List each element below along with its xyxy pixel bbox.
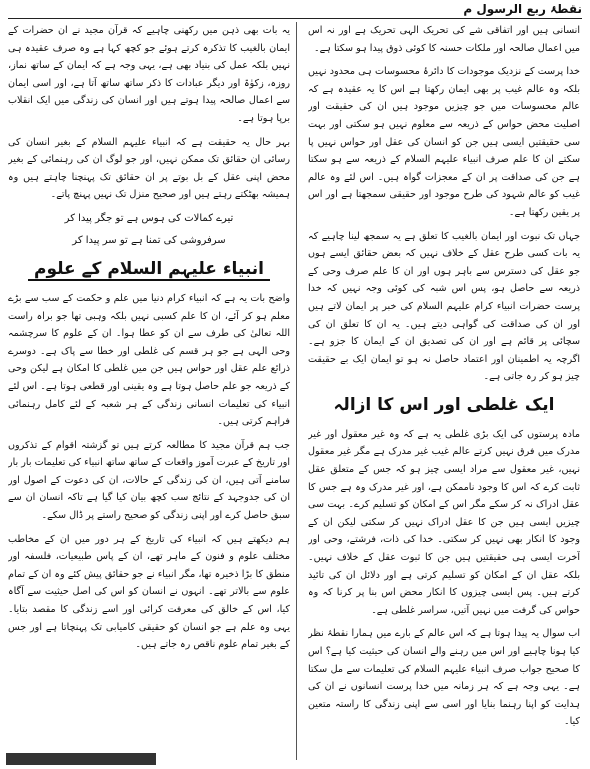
header-rule bbox=[8, 18, 582, 19]
paragraph: جہاں تک نبوت اور ایمان بالغیب کا تعلق ہے یہ سمجھ لینا چاہیے کہ یہ بات کسی طرح عقل کے خلاف نہیں کہ بعض حقائق ایسے ہوں جو عقل کی دسترس سے باہر ہوں اور ان کا علم صرف وحی کے ذریعہ سے حاصل ہو، پس اس شبہ کی کوئی وجہ نہیں کہ خدا پرست حضرات انبیاء کرام علیہم السلام کی خبر پر ایمان لاتے ہیں اور ان کی صداقت کی گواہی دیتے ہیں۔ یہ ان کا تعلق ان کی سچائی پر قائم ہے اور ان کی تصدیق ان کے ایمان کا جزو ہے۔ اگرچہ یہ اطمینان اور اعتماد حاصل نہ ہو تو ایمان ایک بے حقیقت چیز ہو کر رہ جاتی ہے۔ bbox=[308, 230, 580, 383]
paragraph: یہ بات بھی ذہن میں رکھنی چاہیے کہ قرآن مجید نے ان حضرات کے ایمان بالغیب کا تذکرہ کرتے ہوئے جو کچھ کہا ہے وہ صرف عقیدہ ہی نہیں بلکہ عمل کی بنیاد بھی ہے، یہی وجہ ہے کہ ایمان کے ساتھ نماز، روزہ، زکوٰۃ اور دیگر عبادات کا ذکر ساتھ ساتھ آتا ہے، اور اسی ایمان سے اعمال صالحہ پیدا ہوتے ہیں اور انسان کی زندگی میں ایک انقلاب برپا ہوتا ہے۔ bbox=[8, 25, 290, 124]
paragraph: اب سوال یہ پیدا ہوتا ہے کہ اس عالم کے بارے میں ہمارا نقطۂ نظر کیا ہونا چاہیے اور اس میں رہنے والے انسان کی حیثیت کیا ہے؟ اس کا صحیح جواب صرف انبیاء علیہم السلام کی تعلیمات سے مل سکتا ہے۔ یہی وجہ ہے کہ ہر زمانہ میں خدا پرست انسانوں نے ان کی ہدایت کو اپنا رہنما بنایا اور اسی سے اپنی زندگی کا راستہ متعین کیا۔ bbox=[308, 628, 580, 728]
section-heading-text: انبیاء علیہم السلام کے علوم bbox=[28, 259, 270, 281]
verse-line: سرفروشی کی تمنا ہے تو سر پیدا کر bbox=[72, 234, 226, 246]
paragraph: مادہ پرستوں کی ایک بڑی غلطی یہ ہے کہ وہ غیر معقول اور غیر مدرک میں فرق نہیں کرتے عالم غیب غیر مدرک ہے مگر غیر معقول نہیں، غیر معقول سے مراد ایسی چیز ہو کہ جس کے متعلق عقل ثابت کرے کہ اس کا وجود ناممکن ہے، اور غیر مدرک وہ ہے جس کا عقل ادراک نہ کر سکے مگر اس کے امکان کو تسلیم کرے۔ بہت سی چیزیں ایسی ہیں جن کا عقل ادراک نہیں کر سکتی لیکن ان کے وجود کا انکار بھی نہیں کر سکتی۔ خدا کی ذات، فرشتے، وحی اور آخرت ایسی ہی حقیقتیں ہیں جن کا ثبوت عقل کے خلاف نہیں۔ بلکہ عقل ان کے امکان کو تسلیم کرتی ہے اور دلائل ان کی تائید کرتے ہیں۔ پس ایسی چیزوں کا انکار محض اس بنا پر کرنا کہ وہ حواس کی گرفت میں نہیں آتیں، سراسر غلطی ہے۔ bbox=[308, 428, 580, 616]
paragraph: خدا پرست کے نزدیک موجودات کا دائرۂ محسوسات ہی محدود نہیں بلکہ وہ عالم غیب پر بھی ایمان رکھتا ہے اس کا یہ عقیدہ ہے کہ عالم محسوسات میں جو چیزیں موجود ہیں ان کی حقیقت اور اصلیت محض حواس کے ذریعہ سے معلوم نہیں ہو سکتی اور بہت سی حقیقتیں ایسی ہیں جن کو انسان کی عقل اور حواس نہیں پا سکتے ان کا علم صرف انبیاء علیہم السلام کے ذریعہ سے ہو سکتا ہے جن کی صداقت پر ان کے معجزات گواہ ہیں۔ اس لئے وہ عالم غیب کو عالم شہود کی طرح موجود اور حقیقی سمجھتا ہے اور اس پر یقین رکھتا ہے۔ bbox=[308, 66, 580, 218]
paragraph: ہم دیکھتے ہیں کہ انبیاء کی تاریخ کے ہر دور میں ان کے مخاطب مختلف علوم و فنون کے ماہر تھے، ان کے پاس طبیعیات، فلسفہ اور منطق کا بڑا ذخیرہ تھا، مگر انبیاء نے جو حقائق پیش کئے وہ ان کے تمام علوم سے بالاتر تھے۔ انہوں نے انسان کو اس کی اصل حیثیت سے آگاہ کیا، اس کے خالق کی معرفت کرائی اور اسے زندگی کا مقصد بتایا۔ یہی وہ علم ہے جو انسان کو حقیقی کامیابی تک پہنچاتا ہے اور جس کے بغیر تمام علوم ناقص رہ جاتے ہیں۔ bbox=[8, 533, 290, 651]
right-column bbox=[308, 22, 580, 764]
left-column bbox=[8, 22, 290, 764]
paragraph: واضح بات یہ ہے کہ انبیاء کرام دنیا میں علم و حکمت کے سب سے بڑے معلم ہو کر آئے، ان کا علم کسبی نہیں بلکہ وہبی تھا جو براہ راست اللہ تعالیٰ کی طرف سے ان کو عطا ہوا۔ ان کے علوم کا سرچشمہ وحی الہی ہے جو ہر قسم کی غلطی اور خطا سے پاک ہے۔ دوسرے ذرائع علم عقل اور حواس ہیں جن میں غلطی کا امکان ہے لیکن وحی کے ذریعہ جو علم حاصل ہوتا ہے وہ یقینی اور قطعی ہوتا ہے۔ اس لئے انبیاء کی تعلیمات انسانی زندگی کے ہر شعبہ کے لئے کامل رہنمائی فراہم کرتی ہیں۔ bbox=[8, 292, 290, 428]
verse-line: تیرے کمالات کی ہوس ہے تو جگر پیدا کر bbox=[64, 212, 234, 224]
column-divider bbox=[296, 22, 297, 760]
footer-mark bbox=[6, 753, 156, 765]
paragraph: جب ہم قرآن مجید کا مطالعہ کرتے ہیں تو گزشتہ اقوام کے تذکروں اور تاریخ کے عبرت آموز واقعات کے ساتھ ساتھ انبیاء کی تعلیمات بار بار سامنے آتی ہیں، ان کی زندگی کے حالات، ان کی دعوت کے اصول اور ان کی جدوجہد کے نتائج سب کچھ بیان کیا گیا ہے تاکہ انسان ان سے سبق حاصل کرے اور اپنی زندگی کو صحیح راستے پر ڈال سکے۔ bbox=[8, 439, 290, 522]
running-title: نقطۂ ربع الرسول م bbox=[463, 2, 582, 16]
section-heading bbox=[8, 256, 290, 282]
page-header bbox=[0, 0, 590, 20]
paragraph: انسانی ہیں اور اتفاقی شے کی تحریک الہی تحریک ہے اور نہ اس میں اعمال صالحہ اور ملکات حسنہ کا کوئی ذوق پیدا ہو سکتا ہے۔ bbox=[308, 25, 580, 54]
paragraph: بہر حال یہ حقیقت ہے کہ انبیاء علیہم السلام کے بغیر انسان کی رسائی ان حقائق تک ممکن نہیں، اور جو لوگ ان کی رہنمائی کے بغیر محض اپنی عقل کے بل بوتے پر ان حقائق تک پہنچنا چاہتے ہیں وہ ہمیشہ بھٹکتے رہتے ہیں اور صحیح منزل تک نہیں پہنچ پاتے۔ bbox=[8, 136, 290, 201]
section-heading: ایک غلطی اور اس کا ازالہ bbox=[333, 394, 555, 415]
